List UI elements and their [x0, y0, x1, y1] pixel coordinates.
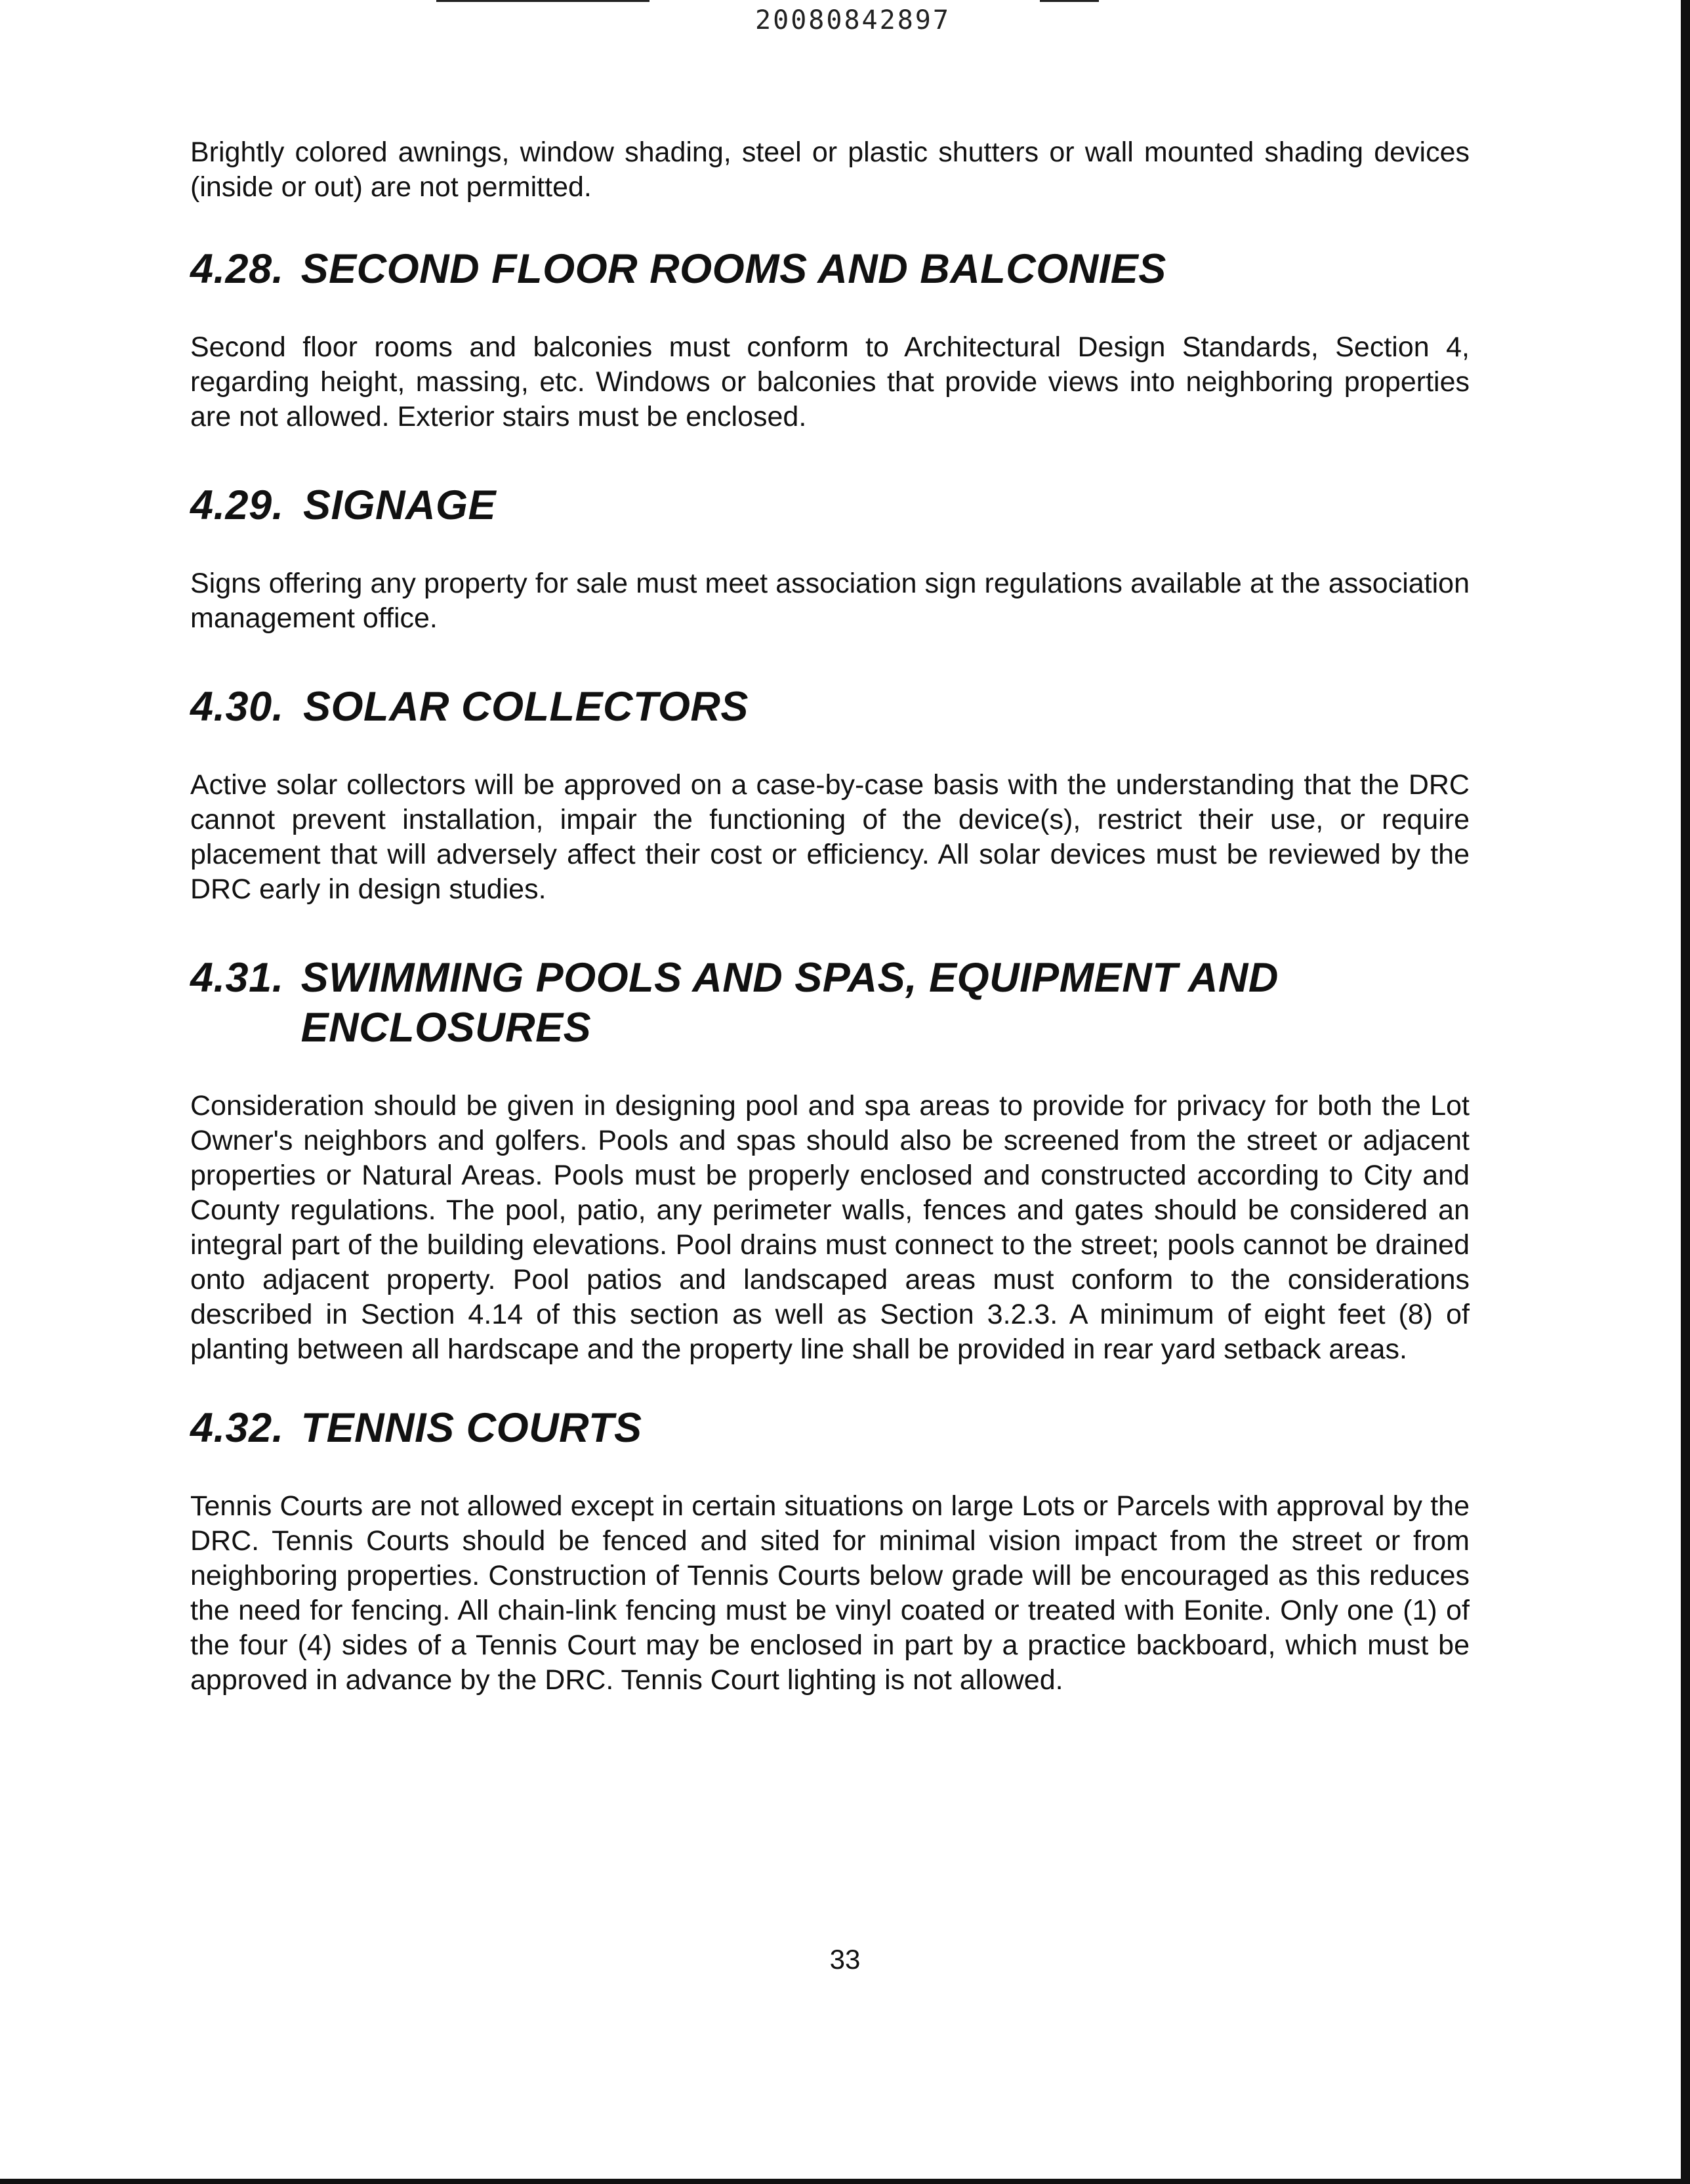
section-title: SECOND FLOOR ROOMS AND BALCONIES [300, 246, 1166, 292]
section-number: 4.32. [190, 1405, 284, 1451]
section-title: SWIMMING POOLS AND SPAS, EQUIPMENT AND ENCLOSURES [300, 955, 1279, 1051]
top-scan-rule-left [436, 0, 649, 2]
section-4-31 [190, 953, 1470, 1367]
section-title: SOLAR COLLECTORS [303, 684, 749, 730]
section-heading [190, 480, 1470, 530]
section-4-30 [190, 682, 1470, 907]
section-heading [190, 244, 1470, 294]
section-body: Consideration should be given in designing pool and spa areas to provide for privacy for both the Lot Owner's neighbors and golfers. Pools and spas should also be screened from the street or adjacent properties or Natural Areas. Pools must be properly enclosed and constructed according to City and County regulations. The pool, patio, any perimeter walls, fences and gates should be considered an integral part of the building elevations. Pool drains must connect to the street; pools cannot be drained onto adjacent property. Pool patios and landscaped areas must conform to the considerations described in Section 4.14 of this section as well as Section 3.2.3. A minimum of eight feet (8) of planting between all hardscape and the property line shall be provided in rear yard setback areas. [190, 1090, 1470, 1365]
section-title: SIGNAGE [303, 482, 497, 528]
section-4-28 [190, 244, 1470, 434]
section-heading [190, 953, 1470, 1053]
scan-edge-bottom [0, 2179, 1690, 2184]
section-body: Signs offering any property for sale must meet association sign regulations available at the association management office. [190, 568, 1470, 634]
section-title: TENNIS COURTS [300, 1405, 642, 1451]
page-content [190, 135, 1470, 1698]
section-heading [190, 682, 1470, 732]
top-scan-rule-right [1040, 0, 1099, 2]
section-body: Tennis Courts are not allowed except in certain situations on large Lots or Parcels with approval by the DRC. Tennis Courts should be fenced and sited for minimal vision impact from the street or from neighboring properties. Construction of Tennis Courts below grade will be encouraged as this reduces the need for fencing. All chain-link fencing must be vinyl coated or treated with Eonite. Only one (1) of the four (4) sides of a Tennis Court may be enclosed in part by a practice backboard, which must be approved in advance by the DRC. Tennis Court lighting is not allowed. [190, 1490, 1470, 1696]
scan-edge-right [1681, 0, 1690, 2184]
section-body: Second floor rooms and balconies must conform to Architectural Design Standards, Section 4, regarding height, massing, etc. Windows or balconies that provide views into neighboring properties are not allowed. Exterior stairs must be enclosed. [190, 331, 1470, 432]
section-number: 4.29. [190, 482, 284, 528]
section-4-29 [190, 480, 1470, 636]
section-heading [190, 1403, 1470, 1453]
document-number: 20080842897 [755, 5, 951, 35]
section-body: Active solar collectors will be approved on a case-by-case basis with the understanding that the DRC cannot prevent installation, impair the functioning of the device(s), restrict their use, or require placement that will adversely affect their cost or efficiency. All solar devices must be reviewed by the DRC early in design studies. [190, 769, 1470, 905]
section-4-32 [190, 1403, 1470, 1698]
section-number: 4.31. [190, 955, 284, 1001]
page-number: 33 [829, 1944, 861, 1975]
section-number: 4.28. [190, 246, 284, 292]
section-number: 4.30. [190, 684, 284, 730]
intro-paragraph: Brightly colored awnings, window shading, steel or plastic shutters or wall mounted shading devices (inside or out) are not permitted. [190, 136, 1470, 203]
